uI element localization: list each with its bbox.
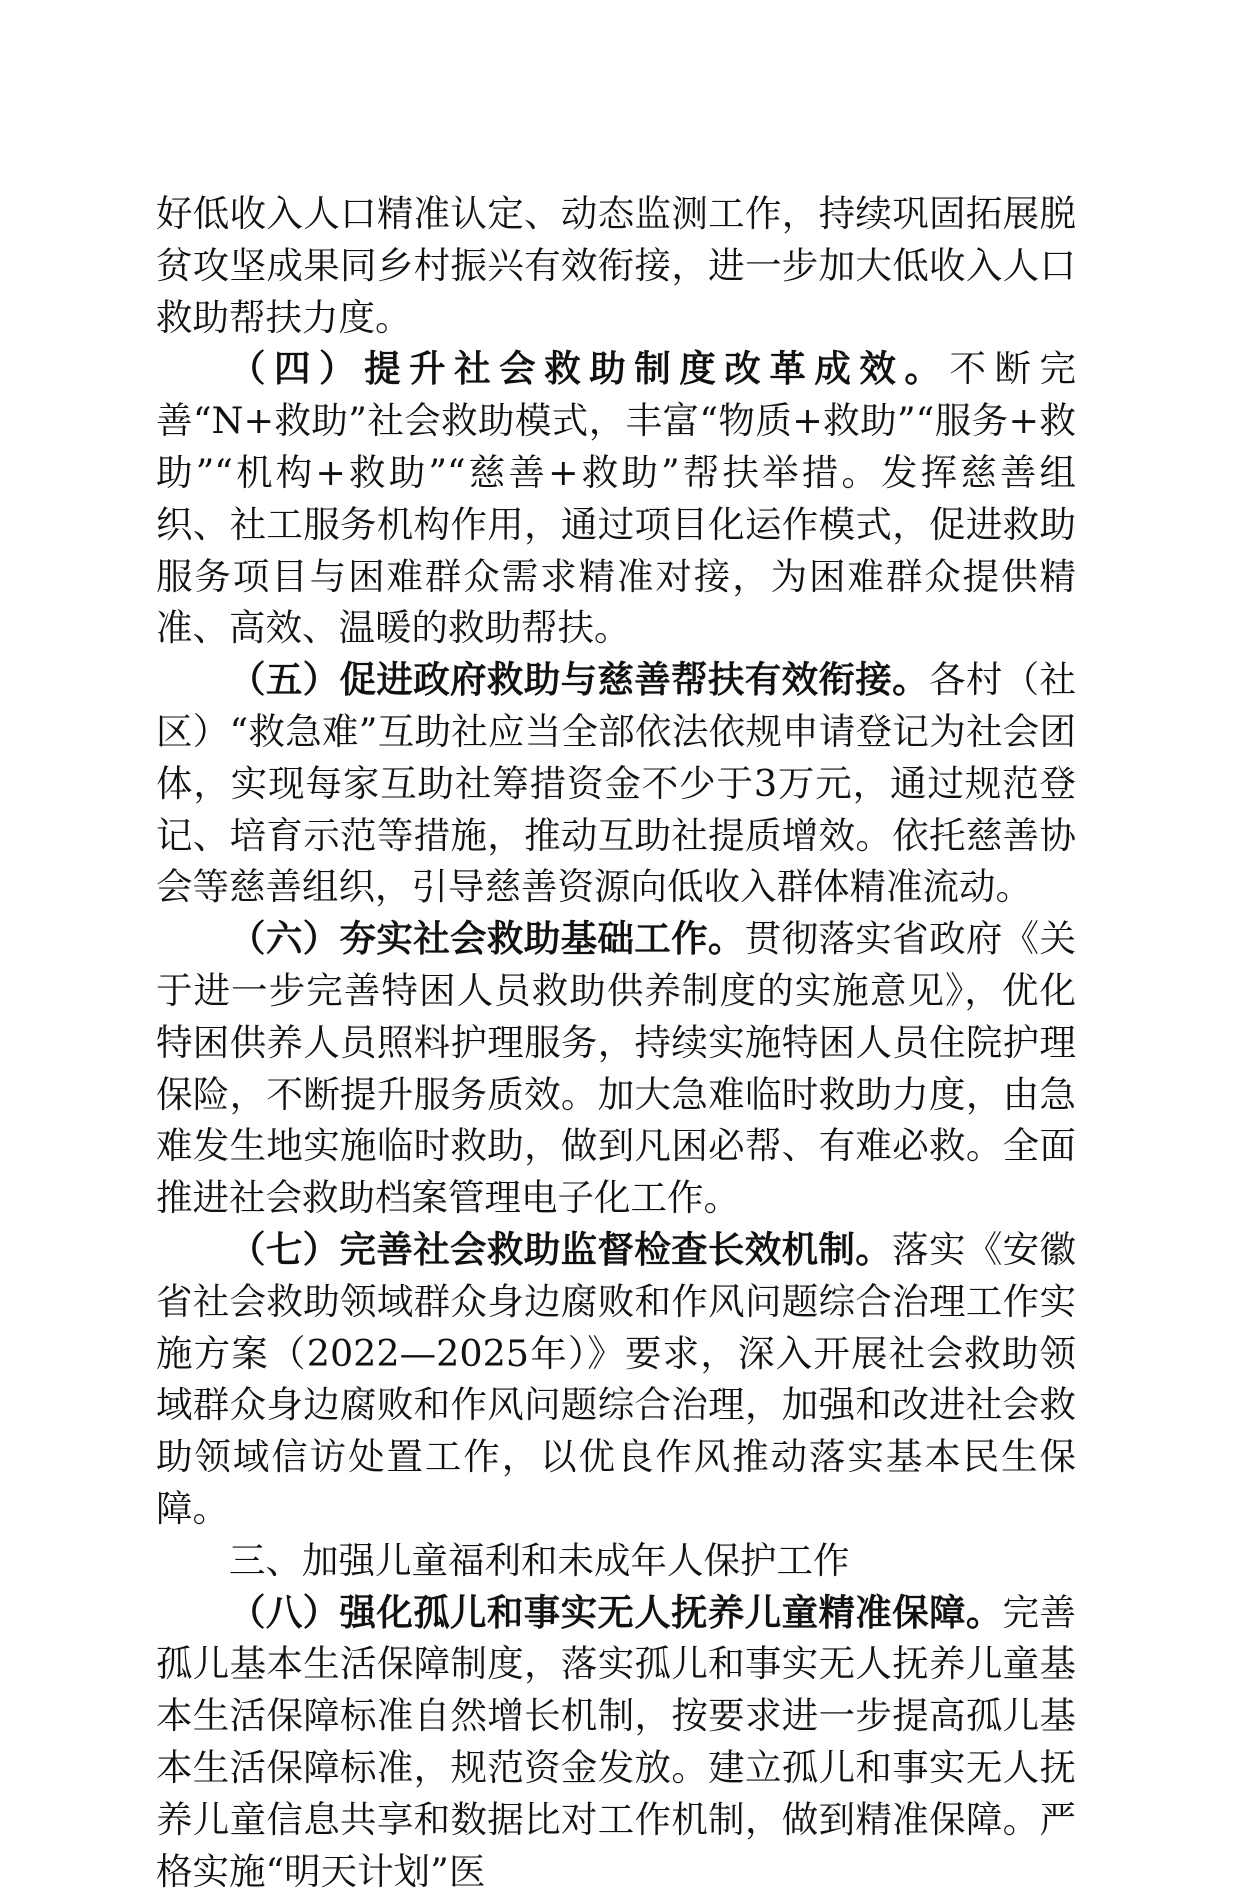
paragraph-lead: （四）提升社会救助制度改革成效。 [229,347,950,391]
paragraph-lead: （八）强化孤儿和事实无人抚养儿童精准保障。 [229,1590,1003,1634]
paragraph-item-8 [156,1587,1076,1897]
paragraph-text: 落实《安徽省社会救助领域群众身边腐败和作风问题综合治理工作实施方案（2022—2025年）》要求，深入开展社会救助领域群众身边腐败和作风问题综合治理，加强和改进社会救助领域信访处置工作，以优良作风推动落实基本民生保障。 [156,1227,1077,1530]
paragraph-item-7 [156,1224,1076,1535]
paragraph-lead: （七）完善社会救助监督检查长效机制。 [229,1227,893,1271]
paragraph-item-5 [156,654,1076,913]
document-page [156,188,1076,1897]
section-heading: 三、加强儿童福利和未成年人保护工作 [229,1538,850,1582]
paragraph-lead: （五）促进政府救助与慈善帮扶有效衔接。 [229,658,929,702]
paragraph-text: 贯彻落实省政府《关于进一步完善特困人员救助供养制度的实施意见》，优化特困供养人员照料护理服务，持续实施特困人员住院护理保险，不断提升服务质效。加大急难临时救助力度，由急难发生地实施临时救助，做到凡困必帮、有难必救。全面推进社会救助档案管理电子化工作。 [156,917,1077,1220]
paragraph-text: 完善孤儿基本生活保障制度，落实孤儿和事实无人抚养儿童基本生活保障标准自然增长机制，按要求进一步提高孤儿基本生活保障标准，规范资金发放。建立孤儿和事实无人抚养儿童信息共享和数据比对工作机制，做到精准保障。严格实施“明天计划”医 [156,1590,1077,1893]
paragraph-item-4 [156,343,1076,654]
paragraph-text: 好低收入人口精准认定、动态监测工作，持续巩固拓展脱贫攻坚成果同乡村振兴有效衔接，进一步加大低收入人口救助帮扶力度。 [156,192,1076,339]
paragraph-text: 各村（社区）“救急难”互助社应当全部依法依规申请登记为社会团体，实现每家互助社筹措资金不少于3万元，通过规范登记、培育示范等措施，推动互助社提质增效。依托慈善协会等慈善组织，引导慈善资源向低收入群体精准流动。 [156,658,1077,909]
paragraph-continuation [156,188,1076,343]
paragraph-lead: （六）夯实社会救助基础工作。 [229,917,745,961]
paragraph-item-6 [156,913,1076,1224]
paragraph-text: 不断完善“N+救助”社会救助模式，丰富“物质+救助”“服务+救助”“机构+救助”“慈善+救助”帮扶举措。发挥慈善组织、社工服务机构作用，通过项目化运作模式，促进救助服务项目与困难群众需求精准对接，为困难群众提供精准、高效、温暖的救助帮扶。 [156,347,1077,650]
